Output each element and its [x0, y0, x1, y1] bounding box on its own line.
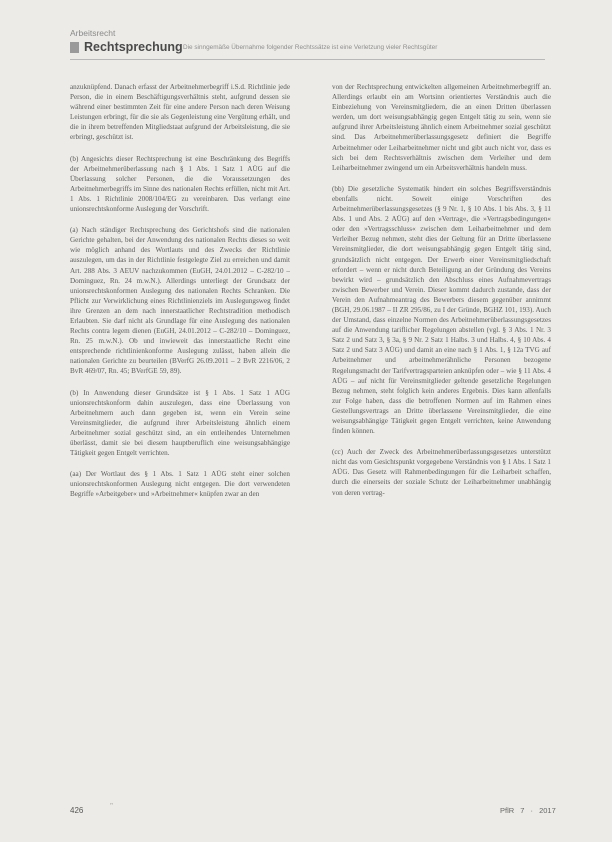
paragraph: (bb) Die gesetzliche Systematik hindert ein solches Begriffsverständnis ebenfalls nicht. Soweit einige Vorschriften des Arbeitnehmerüberlassungsgesetzes (§ 9 Nr. 1, § 10 Abs. 1 bis Abs. 3, § 11 Abs. 1 und Abs. 2 AÜG) auf den »Vertrag«, die »Vertragsbedingungen« oder den »Vertragsschluss« zwischen dem Leiharbeitnehmer und dem Verleiher Bezug nehmen, steht dies der Geltung für an Dritte überlassene Vereinsmitglieder, die dort weisungsabhängig gegen Entgelt tätig sind, grundsätzlich nicht entgegen. Der Erwerb einer Vereinsmitgliedschaft erfordert – wenn er nicht durch Beteiligung an der Gründung des Vereins bewirkt wird – grundsätzlich den Abschluss eines Aufnahmevertrags zwischen Bewerber und Verein. Dieser kommt dadurch zustande, dass der Verein den Aufnahmeantrag des Bewerbers diesem gegenüber annimmt (BGH, 29.06.1987 – II ZR 295/86, zu I der Gründe, BGHZ 101, 193). Auch der Umstand, dass einzelne Normen des Arbeitnehmerüberlassungsgesetzes auf die Anwendung tariflicher Regelungen abstellen (vgl. § 3 Abs. 1 Nr. 3 Satz 2 und Satz 3, § 3a, § 9 Nr. 2 Satz 1 Halbs. 3 und Halbs. 4, § 10 Abs. 4 Satz 2 und Satz 3 AÜG) und damit an eine nach § 1 Abs. 1, § 12a TVG auf Arbeitnehmer und arbeitnehmerähnliche Personen bezogene Regelungsmacht der Tarifvertragsparteien anknüpfen oder – wie § 11 Abs. 4 AÜG – auf nicht für Vereinsmitglieder geltende gesetzliche Regelungen Bezug nehmen, steht folglich kein anderes Ergebnis. Dies kann allenfalls zur Folge haben, dass die betroffenen Normen auf im Rahmen eines Gestellungsvertrags an Dritte überlassene Vereinsmitglieder, die eine weisungsabhängige Tätigkeit gegen Entgelt verrichten, keine Anwendung finden können. [332, 184, 551, 436]
section-label: Arbeitsrecht [70, 28, 116, 38]
header-subtitle: Die sinngemäße Übernahme folgender Rechtssätze ist eine Verletzung vieler Rechtsgüter [183, 44, 438, 51]
left-column [70, 82, 290, 510]
paragraph: von der Rechtsprechung entwickelten allgemeinen Arbeitnehmerbegriff an. Allerdings erlaubt ein am Wortsinn orientiertes Verständnis auch die Einbeziehung von Vereinsmitgliedern, die an einen Dritten überlassen werden, um dort weisungsabhängig gegen Entgelt tätig zu sein, wenn sie aufgrund ihrer Arbeitsleistung ähnlich einem Arbeitnehmer sozial geschützt sind. Das Arbeitnehmerüberlassungsgesetz definiert die Begriffe Arbeitnehmer oder Leiharbeitnehmer nicht und gibt auch nicht vor, dass es sich bei dem Rechtsverhältnis zwischen dem Verleiher und dem Leiharbeitnehmer zwingend um ein Arbeitsverhältnis handeln muss. [332, 83, 551, 172]
header-divider [70, 59, 545, 60]
page-number: 426 [70, 806, 84, 815]
paragraph: (b) In Anwendung dieser Grundsätze ist § 1 Abs. 1 Satz 1 AÜG unionsrechtskonform dahin auszulegen, dass eine Überlassung von Arbeitnehmern auch dann gegeben ist, wenn ein Verein seine Vereinsmitglieder, die aufgrund ihrer Arbeitsleistung ähnlich einem Arbeitnehmer sozial geschützt sind, an ein entleihendes Unternehmen überlässt, damit sie bei diesem hauptberuflich eine weisungsabhängige Tätigkeit gegen Entgelt verrichten. [70, 388, 290, 458]
page-mark: ’’ [110, 803, 113, 810]
paragraph: (cc) Auch der Zweck des Arbeitnehmerüberlassungsgesetzes unterstützt nicht das vom Gesichtspunkt vorgegebene Verständnis von § 1 Abs. 1 Satz 1 AÜG. Das Gesetz will Rahmenbedingungen für die Leiharbeit schaffen, durch die einerseits der soziale Schutz der Leiharbeitnehmer unabhängig von deren vertrag- [332, 448, 551, 497]
paragraph: (b) Angesichts dieser Rechtsprechung ist eine Beschränkung des Begriffs der Arbeitnehmerüberlassung nach § 1 Abs. 1 Satz 1 AÜG auf die Überlassung solcher Personen, die die Voraussetzungen des Arbeitnehmerbegriffs im Sinne des nationalen Rechts erfüllen, nicht mit Art. 1 Abs. 1 Richtlinie 2008/104/EG zu vereinbaren. Das verlangt eine unionsrechtskonforme Auslegung der Vorschrift. [70, 154, 290, 214]
journal-citation: PflR 7 · 2017 [500, 806, 556, 815]
right-column [332, 82, 551, 509]
header-marker [70, 42, 79, 53]
paragraph: (a) Nach ständiger Rechtsprechung des Gerichtshofs sind die nationalen Gerichte gehalten, bei der Anwendung des nationalen Rechts dieses so weit wie möglich anhand des Wortlauts und des Zwecks der Richtlinie auszulegen, um das in der Richtlinie festgelegte Ziel zu erreichen und damit Art. 288 Abs. 3 AEUV nachzukommen (EuGH, 24.01.2012 – C-282/10 – Dominguez, Rn. 24 m.w.N.). Allerdings unterliegt der Grundsatz der unionsrechtskonformen Auslegung des nationalen Rechts Schranken. Die Pflicht zur Verwirklichung eines Richtlinienziels im Auslegungsweg findet ihre Grenzen an dem nach innerstaatlicher Rechtstradition methodisch Erlaubten. Sie darf nicht als Grundlage für eine Auslegung des nationalen Rechts contra legem dienen (EuGH, 24.01.2012 – C-282/10 – Dominguez, Rn. 25 m.w.N.). Ob und inwieweit das innerstaatliche Recht eine entsprechende richtlinienkonforme Auslegung zulässt, haben allein die nationalen Gerichte zu beurteilen (BVerfG 26.09.2011 – 2 BvR 2216/06, 2 BvR 469/07, Rn. 45; BVerfGE 59, 89). [70, 226, 290, 376]
page-title: Rechtsprechung [84, 40, 183, 54]
paragraph: anzuknüpfend. Danach erfasst der Arbeitnehmerbegriff i.S.d. Richtlinie jede Person, die in einem Beschäftigungsverhältnis steht, aufgrund dessen sie während einer bestimmten Zeit für eine andere Person nach deren Weisung Leistungen erbringt, für die sie als Gegenleistung eine Vergütung erhält, und die in ihrem betreffenden Mitgliedstaat aufgrund der Arbeitsleistung, die sie erbringt, geschützt ist. [70, 83, 290, 142]
paragraph: (aa) Der Wortlaut des § 1 Abs. 1 Satz 1 AÜG steht einer solchen unionsrechtskonformen Auslegung nicht entgegen. Die dort verwendeten Begriffe »Arbeitgeber« und »Arbeitnehmer« knüpfen zwar an den [70, 470, 290, 499]
